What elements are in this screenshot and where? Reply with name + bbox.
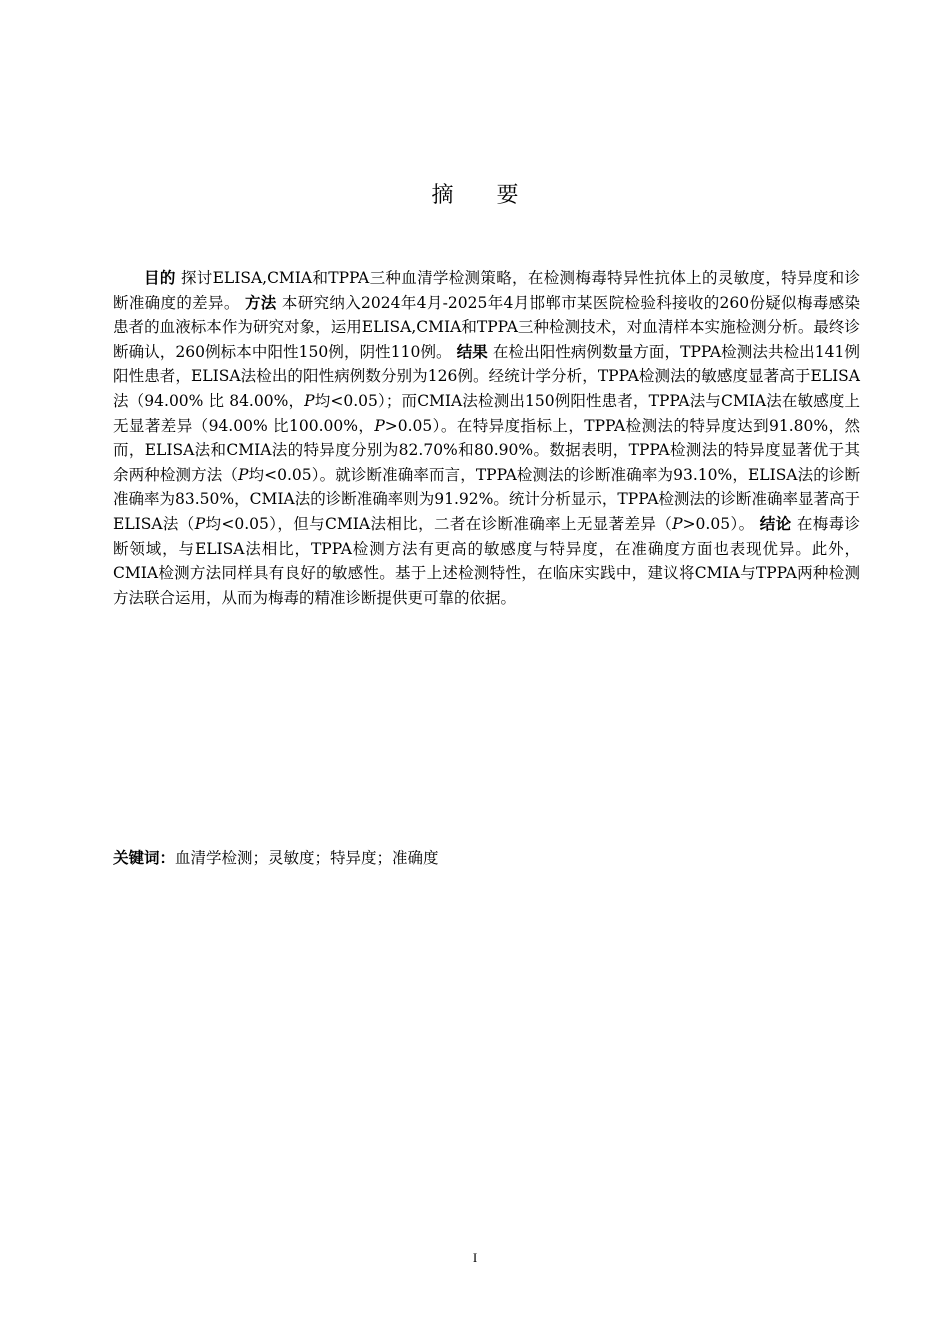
p-value-symbol: P [304,391,315,410]
methods-text: 本研究纳入2024年4月-2025年4月邯郸市某医院检验科接收的260份疑似梅毒感染患者的血液标本作为研究对象，运用ELISA,CMIA和TPPA三种检测技术，对血清样本实施检测分析。最终诊断确认，260例标本中阳性150例，阴性110例。 [113,293,860,361]
objective-text: 探讨ELISA,CMIA和TPPA三种血清学检测策略，在检测梅毒特异性抗体上的灵敏度，特异度和诊断准确度的差异。 [113,269,860,312]
results-text-6: >0.05）。 [682,514,755,533]
p-value-symbol: P [672,514,683,533]
keywords-text: 血清学检测；灵敏度；特异度；准确度 [175,849,439,867]
objective-label: 目的 [144,269,176,287]
methods-label: 方法 [244,293,277,312]
conclusion-text: 在梅毒诊断领域，与ELISA法相比，TPPA检测方法有更高的敏感度与特异度，在准确度方面也表现优异。此外，CMIA检测方法同样具有良好的敏感性。基于上述检测特性，在临床实践中，建议将CMIA与TPPA两种检测方法联合运用，从而为梅毒的精准诊断提供更可靠的依据。 [113,514,860,607]
abstract-paragraph [113,266,860,610]
results-label: 结果 [456,342,488,361]
results-text-3: >0.05）。在特异度指标上，TPPA检测法的特异度达到91.80%，然而，ELISA法和CMIA法的特异度分别为82.70%和80.90%。数据表明，TPPA检测法的特异度显著优于其余两种检测方法（ [113,416,860,484]
results-text-5: 均<0.05），但与CMIA法相比，二者在诊断准确率上无显著差异（ [205,514,673,533]
page-number: I [472,1250,478,1265]
keywords-line [113,846,860,870]
p-value-symbol: P [237,465,249,484]
results-text-2: 均<0.05）；而CMIA法检测出150例阳性患者，TPPA法与CMIA法在敏感度上无显著差异（94.00% 比100.00%， [113,391,860,435]
results-text-1: 在检出阳性病例数量方面，TPPA检测法共检出141例阳性患者，ELISA法检出的阳性病例数分别为126例。经统计学分析，TPPA检测法的敏感度显著高于ELISA法（94.00% 比 84.00%， [113,342,860,410]
page-title: 摘 要 [431,183,537,208]
conclusion-label: 结论 [759,514,792,533]
p-value-symbol: P [374,416,385,435]
abstract-body [113,266,860,610]
p-value-symbol: P [194,514,206,533]
keywords-label: 关键词： [113,849,176,867]
results-text-4: 均<0.05）。就诊断准确率而言，TPPA检测法的诊断准确率为93.10%，ELISA法的诊断准确率为83.50%，CMIA法的诊断准确率则为91.92%。统计分析显示，TPPA检测法的诊断准确率显著高于ELISA法（ [113,465,860,533]
